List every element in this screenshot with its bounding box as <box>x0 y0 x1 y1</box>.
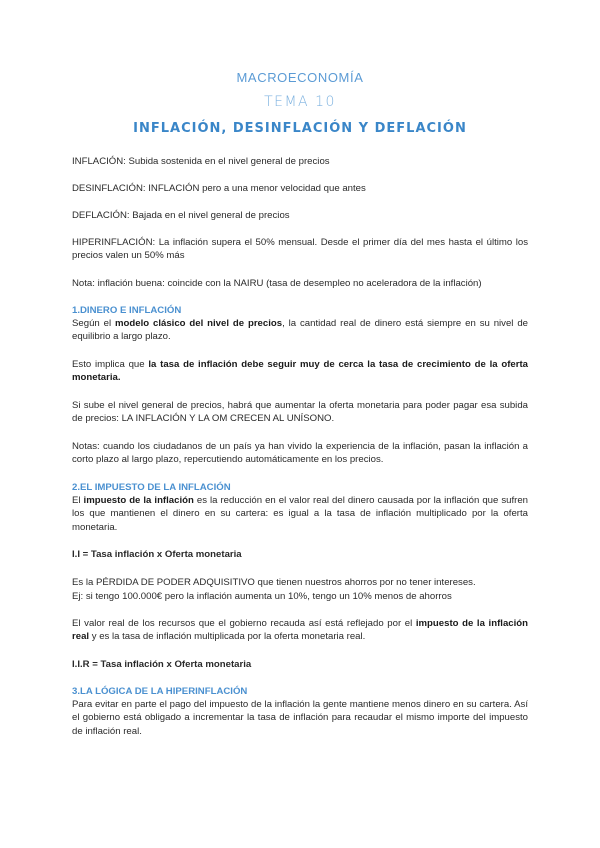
section-heading-3: 3.LA LÓGICA DE LA HIPERINFLACIÓN <box>72 686 248 697</box>
paragraph-notas: Notas: cuando los ciudadanos de un país ya han vivido la experiencia de la inflación, pasan la inflación a corto plazo al largo plazo, repercutiendo automáticamente en los precios. <box>72 441 528 466</box>
definition-deflacion: DEFLACIÓN: Bajada en el nivel general de precios <box>72 210 290 221</box>
subject-title: MACROECONOMÍA <box>236 70 364 85</box>
paragraph-perdida-poder: Es la PÉRDIDA DE PODER ADQUISITIVO que tienen nuestros ahorros por no tener intereses. <box>72 577 476 588</box>
paragraph-ejemplo: Ej: si tengo 100.000€ pero la inflación aumenta un 10%, tengo un 10% menos de ahorros <box>72 591 452 602</box>
definition-inflacion: INFLACIÓN: Subida sostenida en el nivel general de precios <box>72 156 330 167</box>
formula-impuesto-inflacion: I.I = Tasa inflación x Oferta monetaria <box>72 549 242 560</box>
note-nairu: Nota: inflación buena: coincide con la NAIRU (tasa de desempleo no aceleradora de la inflación) <box>72 278 482 289</box>
tema-number: TEMA 10 <box>264 94 336 110</box>
definition-desinflacion: DESINFLACIÓN: INFLACIÓN pero a una menor velocidad que antes <box>72 183 366 194</box>
section-heading-2: 2.EL IMPUESTO DE LA INFLACIÓN <box>72 482 231 493</box>
page-title: INFLACIÓN, DESINFLACIÓN Y DEFLACIÓN <box>133 121 467 136</box>
paragraph-hiperinflacion-logica: Para evitar en parte el pago del impuesto de la inflación la gente mantiene menos dinero en su cartera. Así el gobierno está obligado a incrementar la tasa de inflación para recaudar el mismo importe del impuesto de inflación real. <box>72 699 528 737</box>
paragraph-subida-precios: Si sube el nivel general de precios, habrá que aumentar la oferta monetaria para poder pagar esa subida de precios: LA INFLACIÓN Y LA OM CRECEN AL UNÍSONO. <box>72 400 528 425</box>
section-heading-1: 1.DINERO E INFLACIÓN <box>72 305 182 316</box>
definition-hiperinflacion: HIPERINFLACIÓN: La inflación supera el 50% mensual. Desde el primer día del mes hasta el último los precios valen un 50% más <box>72 237 528 262</box>
paragraph-impuesto-inflacion: El impuesto de la inflación es la reducción en el valor real del dinero causada por la inflación que sufren los que mantienen el dinero en su cartera: es igual a la tasa de inflación multiplicado por la oferta monetaria. <box>72 495 529 533</box>
paragraph-modelo-clasico: Según el modelo clásico del nivel de precios, la cantidad real de dinero está siempre en su nivel de equilibrio a largo plazo. <box>72 318 528 343</box>
paragraph-tasa-inflacion: Esto implica que la tasa de inflación debe seguir muy de cerca la tasa de crecimiento de la oferta monetaria. <box>72 359 528 384</box>
paragraph-valor-real: El valor real de los recursos que el gobierno recauda así está reflejado por el impuesto de la inflación real y es la tasa de inflación multiplicada por la oferta monetaria real. <box>72 618 528 643</box>
formula-impuesto-inflacion-real: I.I.R = Tasa inflación x Oferta monetaria <box>72 659 252 670</box>
